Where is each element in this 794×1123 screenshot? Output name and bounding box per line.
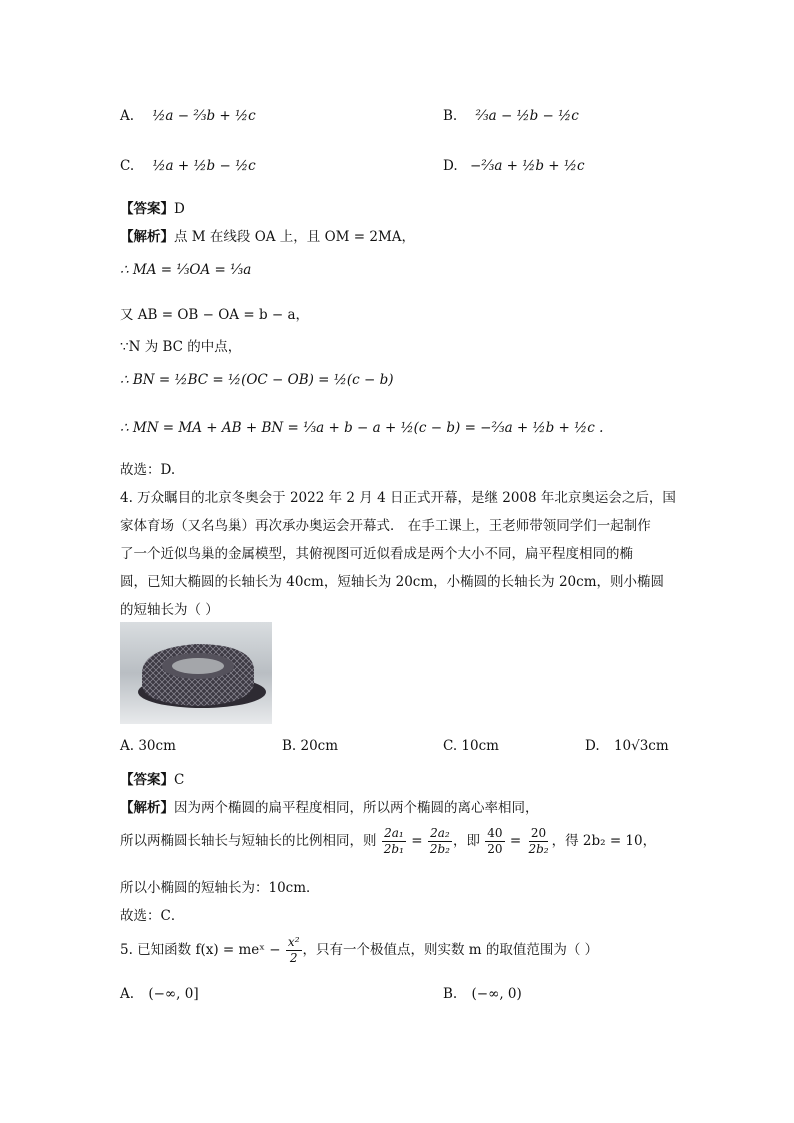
fraction-den: 2b₂ bbox=[429, 842, 450, 856]
q4-analysis-line2: 所以两椭圆长轴长与短轴长的比例相同，则 $\frac{\text{2a₁}}{\text{2b₁}}$ = $\frac{\text{2a₂}}{\text{2b₂}}$ ，即 $\frac{40}{20}$ = $\frac{20}{\text{2b₂}}$ ，得 2b₂ = 10， bbox=[120, 826, 657, 856]
q4-option-b: B. 20cm bbox=[282, 738, 339, 754]
q4-answer bbox=[120, 768, 184, 788]
q5-stem bbox=[120, 935, 598, 966]
bird-nest-model-image bbox=[120, 622, 272, 724]
fraction-num: 20 bbox=[530, 826, 547, 840]
q5-option-b bbox=[443, 986, 522, 1002]
option-b bbox=[443, 108, 579, 124]
q3-analysis-line5: ∴ BN = ½BC = ½(OC − OB) = ½(c − b) bbox=[120, 372, 394, 388]
option-a-label: A. bbox=[120, 108, 135, 124]
fraction-den: 20 bbox=[487, 842, 503, 856]
q5-option-a-label: A. bbox=[120, 986, 135, 1002]
q4-analysis-line3: 所以小椭圆的短轴长为：10cm． bbox=[120, 880, 320, 896]
q5-option-b-value: (−∞, 0) bbox=[471, 986, 522, 1002]
q5-stem-b: ，只有一个极值点，则实数 m 的取值范围为（ ） bbox=[302, 942, 599, 958]
analysis-text: 点 M 在线段 OA 上，且 OM = 2MA， bbox=[174, 229, 416, 245]
q4-stem-line1: 4. 万众瞩目的北京冬奥会于 2022 年 2 月 4 日正式开幕，是继 2008 年北京奥运会之后，国 bbox=[120, 490, 676, 506]
fraction-num: 2a₂ bbox=[430, 826, 450, 840]
bird-nest-model-photo bbox=[120, 622, 272, 724]
answer-tag: 【答案】 bbox=[120, 772, 174, 788]
option-d-label: D. bbox=[443, 158, 458, 174]
option-d bbox=[443, 158, 585, 174]
q3-conclusion: 故选：D. bbox=[120, 462, 176, 478]
option-d-expr: −⅔a + ½b + ½c bbox=[469, 158, 585, 174]
q3-analysis-line3: 又 AB = OB − OA = b − a， bbox=[120, 307, 310, 323]
option-c-label: C. bbox=[120, 158, 135, 174]
q4-stem-line3: 了一个近似鸟巢的金属模型，其俯视图可近似看成是两个大小不同，扁平程度相同的椭 bbox=[120, 546, 633, 562]
analysis-text-c: ，得 2b₂ = 10， bbox=[551, 833, 657, 849]
fraction-den: 2b₂ bbox=[528, 842, 549, 856]
fraction-num: x² bbox=[287, 935, 300, 949]
analysis-tag: 【解析】 bbox=[120, 800, 174, 816]
q4-stem-line5: 的短轴长为（ ） bbox=[120, 602, 219, 618]
option-c-expr: ½a + ½b − ½c bbox=[152, 158, 256, 174]
analysis-tag: 【解析】 bbox=[120, 229, 174, 245]
fraction-1 bbox=[382, 826, 406, 857]
fraction-den: 2 bbox=[289, 951, 298, 965]
q3-answer bbox=[120, 197, 185, 217]
option-b-expr: ⅔a − ½b − ½c bbox=[475, 108, 579, 124]
q4-option-d-label: D. bbox=[585, 738, 600, 754]
q4-option-c: C. 10cm bbox=[443, 738, 499, 754]
analysis-text-a: 所以两椭圆长轴长与短轴长的比例相同，则 bbox=[120, 833, 377, 849]
q4-option-d-value: 10√3cm bbox=[613, 738, 669, 754]
q5-stem-a: 5. 已知函数 f(x) = meˣ − bbox=[120, 942, 281, 958]
fraction-4 bbox=[526, 826, 550, 857]
q3-analysis-line4: ∵N 为 BC 的中点， bbox=[120, 339, 242, 355]
q4-stem-line4: 圆，已知大椭圆的长轴长为 40cm，短轴长为 20cm，小椭圆的长轴长为 20cm，则小椭圆 bbox=[120, 574, 664, 590]
q5-option-a-value: (−∞, 0] bbox=[148, 986, 199, 1002]
option-a bbox=[120, 108, 256, 124]
answer-tag: 【答案】 bbox=[120, 201, 174, 217]
fraction-den: 2b₁ bbox=[383, 842, 404, 856]
analysis-text-b: ，即 bbox=[452, 833, 480, 849]
answer-value: C bbox=[174, 772, 185, 788]
analysis-text: 因为两个椭圆的扁平程度相同，所以两个椭圆的离心率相同， bbox=[174, 800, 539, 816]
q4-option-a: A. 30cm bbox=[120, 738, 176, 754]
q4-stem-line2: 家体育场（又名鸟巢）再次承办奥运会开幕式． 在手工课上，王老师带领同学们一起制作 bbox=[120, 518, 651, 534]
q3-analysis-line2: ∴ MA = ⅓OA = ⅓a bbox=[120, 262, 252, 278]
fraction-3 bbox=[485, 826, 504, 857]
q5-option-b-label: B. bbox=[443, 986, 458, 1002]
q4-analysis-line1 bbox=[120, 796, 539, 816]
option-b-label: B. bbox=[443, 108, 458, 124]
option-c bbox=[120, 158, 256, 174]
fraction-5 bbox=[286, 935, 302, 966]
fraction-num: 40 bbox=[487, 826, 503, 840]
fraction-num: 2a₁ bbox=[384, 826, 404, 840]
q5-option-a bbox=[120, 986, 199, 1002]
q4-conclusion: 故选：C． bbox=[120, 908, 185, 924]
q3-analysis-line6: ∴ MN = MA + AB + BN = ⅓a + b − a + ½(c − b) = −⅔a + ½b + ½c . bbox=[120, 420, 604, 436]
q3-analysis-line1 bbox=[120, 225, 415, 245]
option-a-expr: ½a − ⅔b + ½c bbox=[152, 108, 256, 124]
q4-option-d bbox=[585, 738, 669, 754]
fraction-2 bbox=[428, 826, 452, 857]
answer-value: D bbox=[174, 201, 185, 217]
